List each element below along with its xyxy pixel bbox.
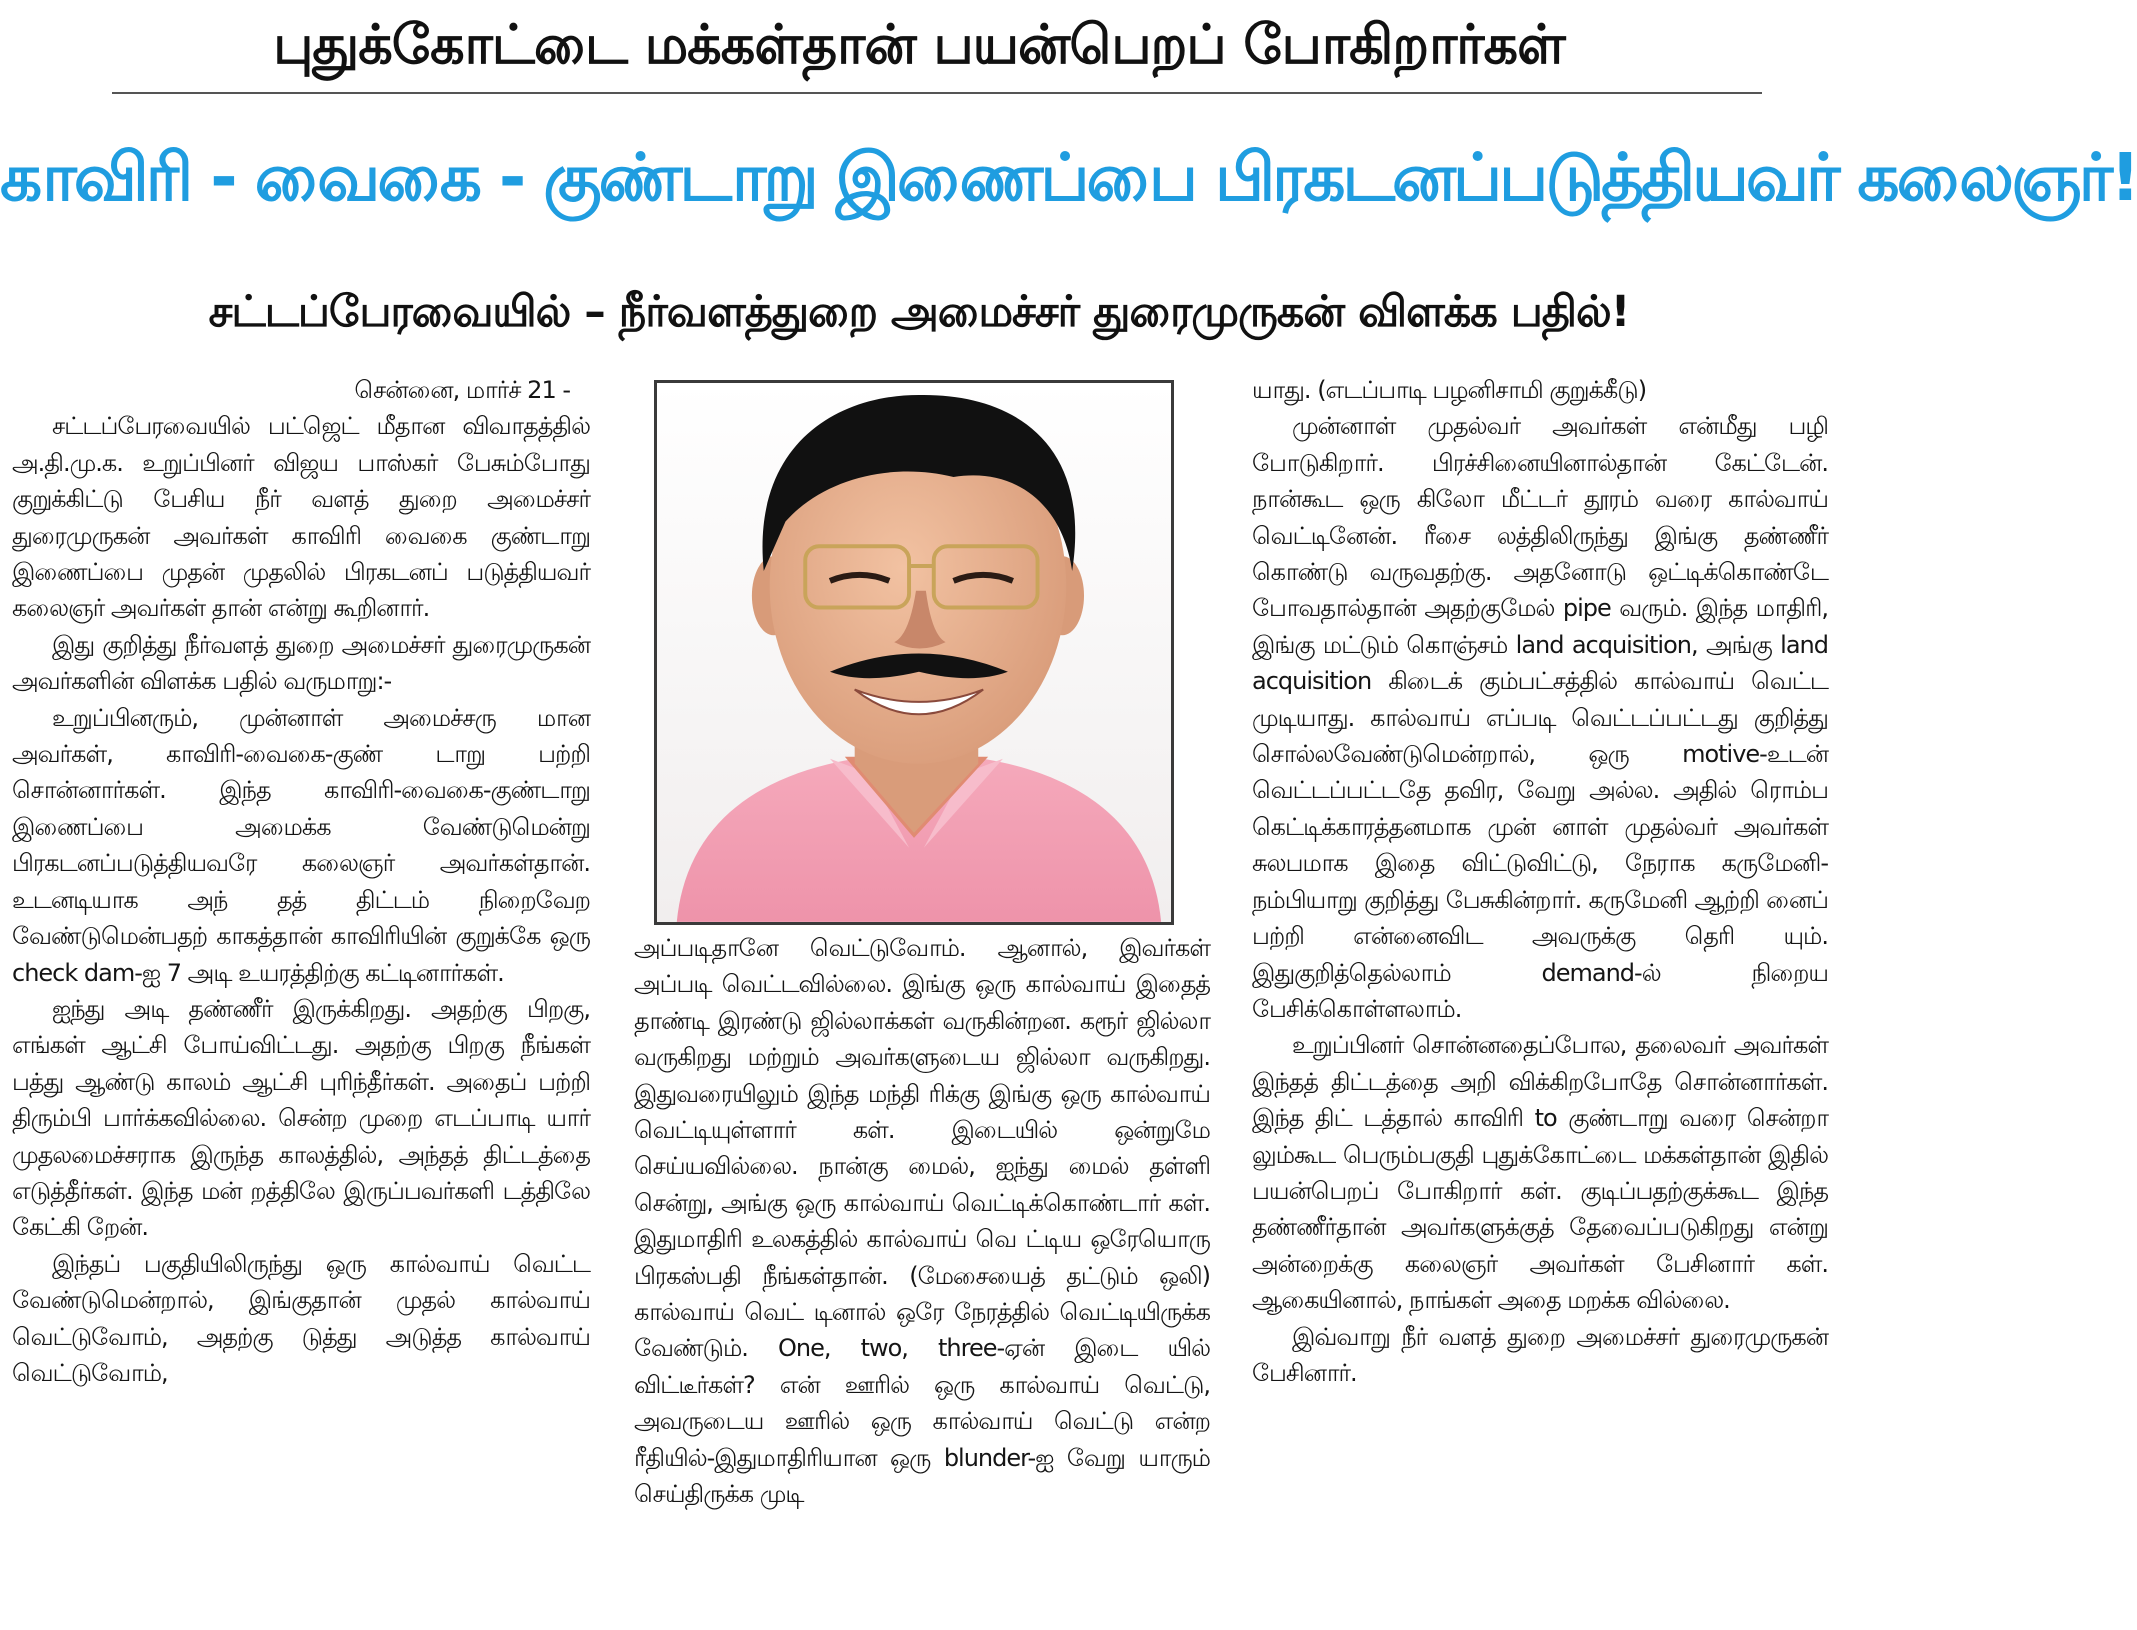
- paragraph: அப்படிதானே வெட்டுவோம். ஆனால், இவர்கள் அப்படி வெட்டவில்லை. இங்கு ஒரு கால்வாய் இதைத் தாண்டி இரண்டு ஜில்லாக்கள் வருகின்றன. கரூர் ஜில்லா வருகிறது மற்றும் அவர்களுடைய ஜில்லா வருகிறது. இதுவரையிலும் இந்த மந்தி ரிக்கு இங்கு ஒரு கால்வாய் வெட்டியுள்ளார் கள். இடையில் ஒன்றுமே செய்யவில்லை. நான்கு மைல், ஐந்து மைல் தள்ளி சென்று, அங்கு ஒரு கால்வாய் வெட்டிக்கொண்டார் கள். இதுமாதிரி உலகத்தில் கால்வாய் வெ ட்டிய ஒரேயொரு பிரகஸ்பதி நீங்கள்தான். (மேசையைத் தட்டும் ஒலி) கால்வாய் வெட் டினால் ஒரே நேரத்தில் வெட்டியிருக்க வேண்டும். One, two, three-ஏன் இடை யில் விட்டீர்கள்? என் ஊரில் ஒரு கால்வாய் வெட்டு, அவருடைய ஊரில் ஒரு கால்வாய் வெட்டு என்ற ரீதியில்-இதுமாதிரியான ஒரு blunder-ஐ வேறு யாரும் செய்திருக்க முடி: [634, 934, 1210, 1509]
- minister-portrait: [654, 380, 1174, 925]
- dateline: சென்னை, மார்ச் 21 -: [354, 376, 570, 404]
- article-column-3: [1252, 372, 1828, 1391]
- paragraph: இவ்வாறு நீர் வளத் துறை அமைச்சர் துரைமுருகன் பேசினார்.: [1252, 1322, 1828, 1387]
- headline-main: காவிரி - வைகை - குண்டாறு இணைப்பை பிரகடனப்படுத்தியவர் கலைஞர்!: [0, 139, 2137, 216]
- paragraph: யாது. (எடப்பாடி பழனிசாமி குறுக்கீடு): [1252, 376, 1647, 404]
- paragraph: சட்டப்பேரவையில் பட்ஜெட் மீதான விவாதத்தில் அ.தி.மு.க. உறுப்பினர் விஜய பாஸ்கர் பேசும்போது குறுக்கிட்டு பேசிய நீர் வளத் துறை அமைச்சர் துரைமுருகன் அவர்கள் காவிரி வைகை குண்டாறு இணைப்பை முதன் முதலில் பிரகடனப் படுத்தியவர் கலைஞர் அவர்கள் தான் என்று கூறினார்.: [12, 412, 590, 623]
- paragraph: உறுப்பினரும், முன்னாள் அமைச்சரு மான அவர்கள், காவிரி-வைகை-குண் டாறு பற்றி சொன்னார்கள். இந்த காவிரி-வைகை-குண்டாறு இணைப்பை அமைக்க வேண்டுமென்று பிரகடனப்படுத்தியவரே கலைஞர் அவர்கள்தான். உடனடியாக அந் தத் திட்டம் நிறைவேற வேண்டுமென்பதற் காகத்தான் காவிரியின் குறுக்கே ஒரு check dam-ஐ 7 அடி உயரத்திற்கு கட்டினார்கள்.: [12, 703, 590, 987]
- article-column-1: [12, 372, 590, 1391]
- paragraph: இது குறித்து நீர்வளத் துறை அமைச்சர் துரைமுருகன் அவர்களின் விளக்க பதில் வருமாறு:-: [12, 630, 590, 696]
- paragraph: முன்னாள் முதல்வர் அவர்கள் என்மீது பழி போடுகிறார். பிரச்சினையினால்தான் கேட்டேன். நான்கூட ஒரு கிலோ மீட்டர் தூரம் வரை கால்வாய் வெட்டினேன். ரீசை லத்திலிருந்து இங்கு தண்ணீர் கொண்டு வருவதற்கு. அதனோடு ஒட்டிக்கொண்டே போவதால்தான் அதற்குமேல் pipe வரும். இந்த மாதிரி, இங்கு மட்டும் கொஞ்சம் land acquisition, அங்கு land acquisition கிடைக் கும்பட்சத்தில் கால்வாய் வெட்ட முடியாது. கால்வாய் எப்படி வெட்டப்பட்டது குறித்து சொல்லவேண்டுமென்றால், ஒரு motive-உடன் வெட்டப்பட்டதே தவிர, வேறு அல்ல. அதில் ரொம்ப கெட்டிக்காரத்தனமாக முன் னாள் முதல்வர் அவர்கள் சுலபமாக இதை விட்டுவிட்டு, நேராக கருமேனி-நம்பியாறு குறித்து பேசுகின்றார். கருமேனி ஆற்றி னைப் பற்றி என்னைவிட அவருக்கு தெரி யும். இதுகுறித்தெல்லாம் demand-ல் நிறைய பேசிக்கொள்ளலாம்.: [1252, 412, 1828, 1023]
- paragraph: ஐந்து அடி தண்ணீர் இருக்கிறது. அதற்கு பிறகு, எங்கள் ஆட்சி போய்விட்டது. அதற்கு பிறகு நீங்கள் பத்து ஆண்டு காலம் ஆட்சி புரிந்தீர்கள். அதைப் பற்றி திரும்பி பார்க்கவில்லை. சென்ற முறை எடப்பாடி யார் முதலமைச்சராக இருந்த காலத்தில், அந்தத் திட்டத்தை எடுத்தீர்கள். இந்த மன் றத்திலே இருப்பவர்களி டத்திலே கேட்கி றேன்.: [12, 994, 590, 1242]
- portrait-illustration: [657, 383, 1171, 922]
- headline-sub: சட்டப்பேரவையில் – நீர்வளத்துறை அமைச்சர் துரைமுருகன் விளக்க பதில்!: [208, 287, 1630, 337]
- article-column-2: [634, 930, 1210, 1513]
- paragraph: இந்தப் பகுதியிலிருந்து ஒரு கால்வாய் வெட்ட வேண்டுமென்றால், இங்குதான் முதல் கால்வாய் வெட்டுவோம், அதற்கு டுத்து அடுத்த கால்வாய் வெட்டுவோம்,: [12, 1249, 590, 1387]
- headline-divider: [112, 92, 1762, 94]
- headline-top: புதுக்கோட்டை மக்கள்தான் பயன்பெறப் போகிறார்கள்: [273, 13, 1565, 76]
- paragraph: உறுப்பினர் சொன்னதைப்போல, தலைவர் அவர்கள் இந்தத் திட்டத்தை அறி விக்கிறபோதே சொன்னார்கள். இந்த திட் டத்தால் காவிரி to குண்டாறு வரை சென்றா லும்கூட பெரும்பகுதி புதுக்கோட்டை மக்கள்தான் இதில் பயன்பெறப் போகிறார் கள். குடிப்பதற்குக்கூட இந்த தண்ணீர்தான் அவர்களுக்குத் தேவைப்படுகிறது என்று அன்றைக்கு கலைஞர் அவர்கள் பேசினார் கள். ஆகையினால், நாங்கள் அதை மறக்க வில்லை.: [1252, 1031, 1828, 1315]
